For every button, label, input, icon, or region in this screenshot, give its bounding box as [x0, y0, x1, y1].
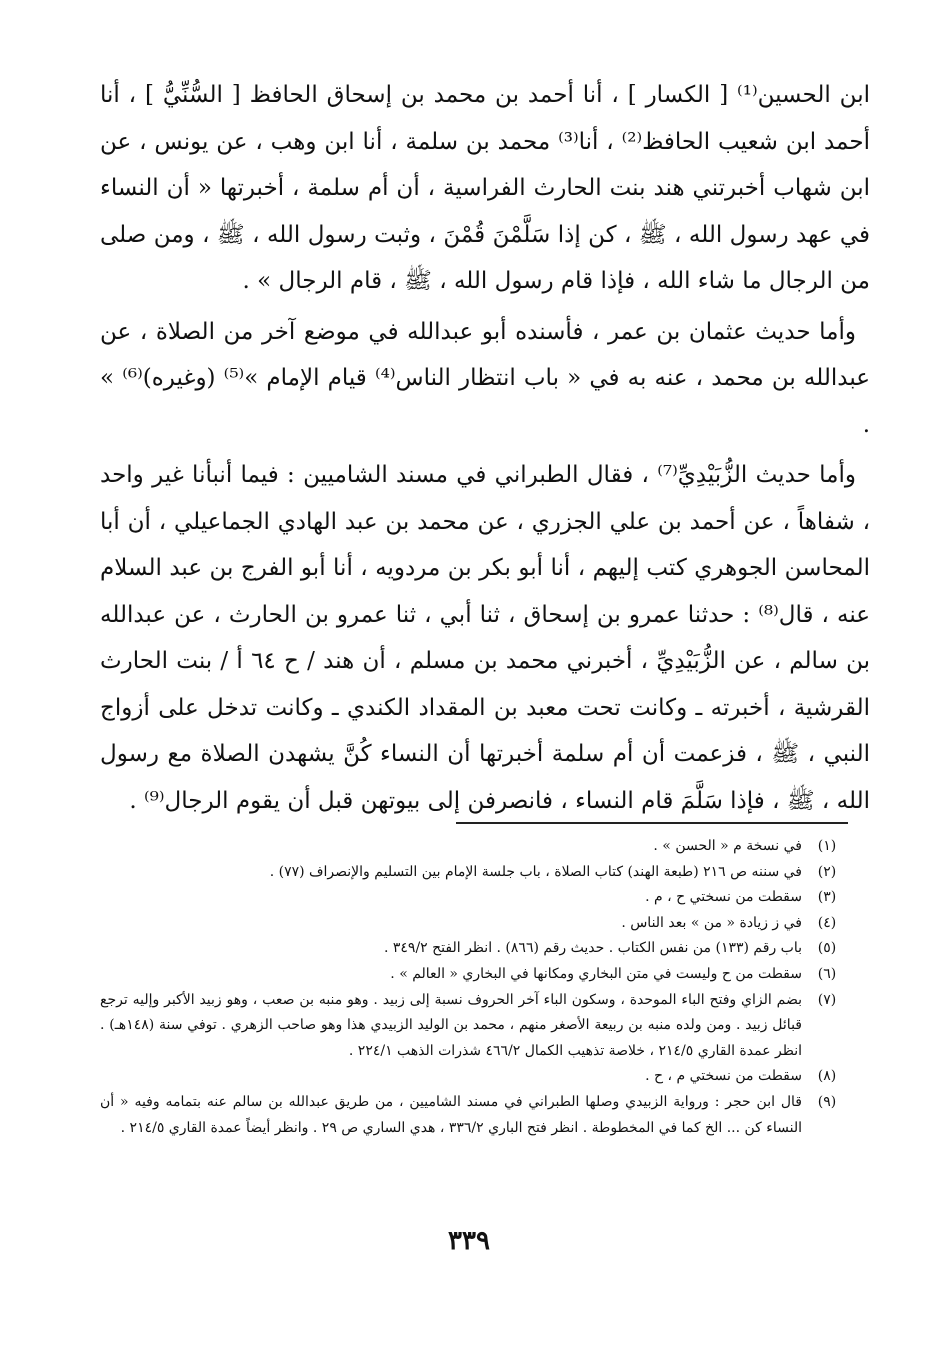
footnote-number: (٥) — [817, 940, 837, 957]
paragraph-3: وأما حديث الزُّبَيْدِيِّ⁽⁷⁾ ، فقال الطبراني في مسند الشاميين : فيما أنبأنا غير واحد ، شفاهاً ، عن أحمد بن علي الجزري ، عن محمد بن عبد الهادي الجماعيلي ، أن أبا المحاسن الجوهري كتب إليهم ، أنا أبو بكر بن مردويه ، أنا أبو الفرج بن عبد السلام عنه ، قال⁽⁸⁾ : حدثنا عمرو بن إسحاق ، ثنا أبي ، ثنا عمرو بن الحارث ، عن عبدالله بن سالم ، عن الزُّبَيْدِيِّ ، أخبرني محمد بن مسلم ، أن هند / ح ٦٤ أ / بنت الحارث القرشية ، أخبرته ـ وكانت تحت معبد بن المقداد الكندي ـ وكانت تدخل على أزواج النبي ، ﷺ ، فزعمت أن أم سلمة أخبرتها أن النساء كُنَّ يشهدن الصلاة مع رسول الله ، ﷺ ، فإذا سَلَّمَ قام النساء ، فانصرفن إلى بيوتهن قبل أن يقوم الرجال⁽⁹⁾ . — [100, 462, 871, 814]
footnote-8 — [100, 1064, 852, 1090]
footnote-text: سقطت من ح وليست في متن البخاري ومكانها في البخاري « العالم » . — [390, 965, 802, 982]
footnote-1 — [100, 834, 852, 860]
paragraph-1: ابن الحسين⁽¹⁾ [ الكسار ] ، أنا أحمد بن محمد بن إسحاق الحافظ [ السُّنِّيُّ ] ، أنا أحمد ابن شعيب الحافظ⁽²⁾ ، أنا⁽³⁾ محمد بن سلمة ، أنا ابن وهب ، عن يونس ، عن ابن شهاب أخبرتني هند بنت الحارث الفراسية ، أن أم سلمة ، أخبرتها « أن النساء في عهد رسول الله ، ﷺ ، كن إذا سَلَّمْنَ قُمْنَ ، وثبت رسول الله ، ﷺ ، ومن صلى من الرجال ما شاء الله ، فإذا قام رسول الله ، ﷺ ، قام الرجال » . — [100, 82, 870, 294]
footnote-number: (٣) — [817, 889, 837, 906]
footnote-number: (٦) — [817, 965, 837, 982]
footnote-2 — [100, 860, 852, 886]
footnote-text: بضم الزاي وفتح الباء الموحدة ، وسكون الباء آخر الحروف نسبة إلى زبيد . وهو منبه بن صعب ، وهو زبيد الأكبر وإليه ترجع قبائل زبيد . ومن ولده منبه بن ربيعة الأصغر منهم ، محمد بن الوليد الزبيدي هذا وهو صاحب الزهري . توفي سنة (١٤٨هـ) . انظر عمدة القاري ٢١٤/٥ ، خلاصة تذهيب الكمال ٤٦٦/٢ شذرات الذهب ٢٢٤/١ . — [100, 991, 802, 1059]
footnote-5 — [100, 936, 852, 962]
footnote-text: في ز زيادة « من » بعد الناس . — [621, 914, 802, 931]
footnote-text: سقطت من نسختي ح ، م . — [645, 889, 802, 906]
footnote-6 — [100, 962, 852, 988]
footnote-text: باب رقم (١٣٣) من نفس الكتاب . حديث رقم (٨٦٦) . انظر الفتح ٣٤٩/٢ . — [383, 940, 802, 957]
main-text — [100, 72, 870, 824]
footnote-4 — [100, 911, 852, 937]
footnote-7 — [100, 988, 852, 1065]
footnote-number: (٢) — [817, 863, 837, 880]
page-number: ٣٣٩ — [448, 1226, 490, 1256]
footnote-text: في سننه ص ٢١٦ (طبعة الهند) كتاب الصلاة ، باب جلسة الإمام بين التسليم والإنصراف (٧٧) . — [269, 863, 802, 880]
footnote-number: (١) — [817, 838, 837, 854]
footnote-9 — [100, 1090, 852, 1141]
footnote-number: (٨) — [817, 1068, 837, 1085]
footnotes — [100, 834, 852, 1141]
footnote-number: (٩) — [817, 1093, 837, 1110]
footnote-divider — [456, 822, 848, 824]
footnote-number: (٧) — [817, 991, 837, 1008]
footnote-3 — [100, 885, 852, 911]
footnote-text: سقطت من نسختي م ، ح . — [645, 1068, 802, 1085]
footnote-text: في نسخة م « الحسن » . — [653, 838, 802, 854]
paragraph-2: وأما حديث عثمان بن عمر ، فأسنده أبو عبدالله في موضع آخر من الصلاة ، عن عبدالله بن محمد ، عنه به في « باب انتظار الناس⁽⁴⁾ قيام الإمام »⁽⁵⁾ (وغيره)⁽⁶⁾ » . — [100, 318, 871, 438]
footnote-text: قال ابن حجر : ورواية الزبيدي وصلها الطبراني في مسند الشاميين ، من طريق عبدالله بن سالم عنه بتمامه وفيه « أن النساء كن ... الخ كما في المخطوطة . انظر فتح الباري ٣٣٦/٢ ، هدي الساري ص ٢٩ . وانظر أيضاً عمدة القاري ٢١٤/٥ . — [100, 1093, 802, 1136]
footnote-number: (٤) — [817, 914, 837, 931]
